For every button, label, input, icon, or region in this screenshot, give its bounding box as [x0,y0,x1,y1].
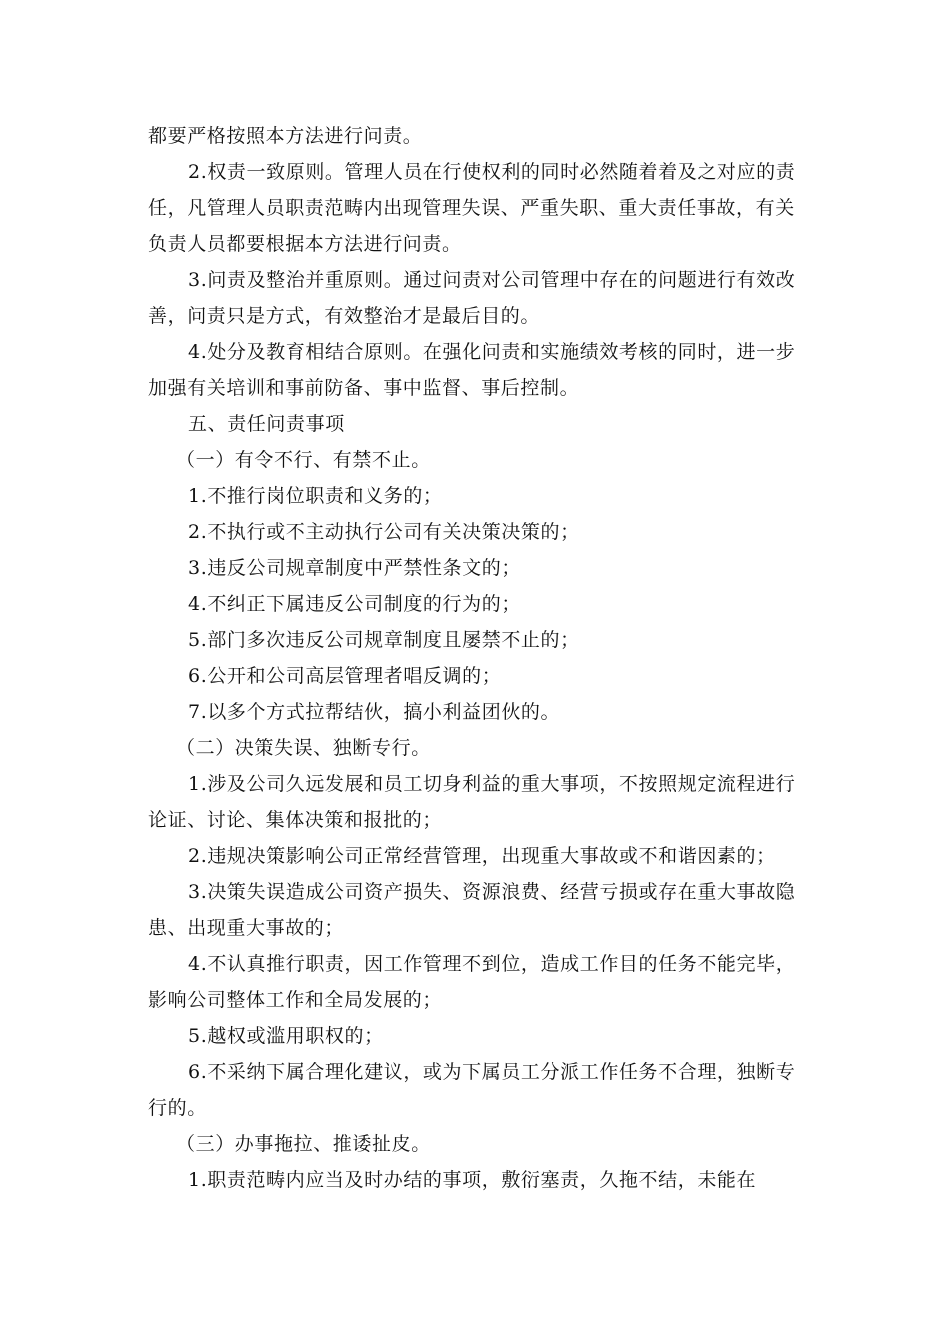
list-item: 1.职责范畴内应当及时办结的事项，敷衍塞责，久拖不结，未能在 [188,1169,757,1191]
section-heading-five: 五、责任问责事项 [188,413,345,435]
list-item: 2.违规决策影响公司正常经营管理，出现重大事故或不和谐因素的； [188,845,776,867]
paragraph-continuation: 都要严格按照本方法进行问责。 [148,125,423,147]
list-item: 7.以多个方式拉帮结伙，搞小利益团伙的。 [188,701,561,723]
paragraph-principle-4: 4.处分及教育相结合原则。在强化问责和实施绩效考核的同时，进一步加强有关培训和事前防备、事中监督、事后控制。 [148,341,796,399]
list-item: 5.部门多次违反公司规章制度且屡禁不止的； [188,629,580,651]
list-item: 5.越权或滥用职权的； [188,1025,384,1047]
paragraph-principle-2: 2.权责一致原则。管理人员在行使权利的同时必然随着着及之对应的责任，凡管理人员职责范畴内出现管理失误、严重失职、重大责任事故，有关负责人员都要根据本方法进行问责。 [148,161,796,255]
list-item: 3.违反公司规章制度中严禁性条文的； [188,557,521,579]
list-item: 6.公开和公司高层管理者唱反调的； [188,665,502,687]
list-item: 1.不推行岗位职责和义务的； [188,485,443,507]
list-item: 3.决策失误造成公司资产损失、资源浪费、经营亏损或存在重大事故隐患、出现重大事故的； [148,881,796,939]
paragraph-principle-3: 3.问责及整治并重原则。通过问责对公司管理中存在的问题进行有效改善，问责只是方式，有效整治才是最后目的。 [148,269,796,327]
list-item: 4.不纠正下属违反公司制度的行为的； [188,593,521,615]
list-item: 4.不认真推行职责，因工作管理不到位，造成工作目的任务不能完毕，影响公司整体工作和全局发展的； [148,953,796,1011]
subsection-heading-2: （二）决策失误、独断专行。 [176,737,431,759]
subsection-heading-3: （三）办事拖拉、推诿扯皮。 [176,1133,431,1155]
document-body [148,118,812,1198]
list-item: 6.不采纳下属合理化建议，或为下属员工分派工作任务不合理，独断专行的。 [148,1061,796,1119]
list-item: 1.涉及公司久远发展和员工切身利益的重大事项，不按照规定流程进行论证、讨论、集体决策和报批的； [148,773,796,831]
list-item: 2.不执行或不主动执行公司有关决策决策的； [188,521,580,543]
subsection-heading-1: （一）有令不行、有禁不止。 [176,449,431,471]
